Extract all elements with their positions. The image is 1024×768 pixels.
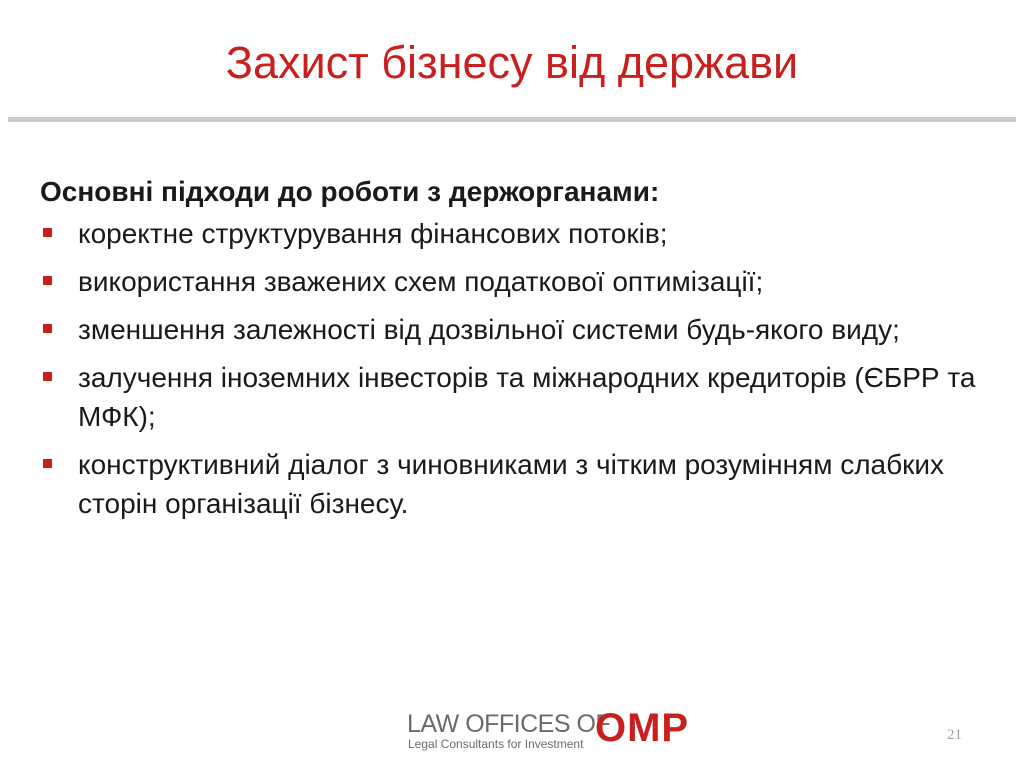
square-bullet-icon — [43, 228, 52, 237]
company-logo — [407, 706, 697, 754]
bullet-list — [40, 214, 1010, 523]
title-divider — [8, 117, 1016, 122]
page-number: 21 — [947, 727, 962, 743]
square-bullet-icon — [43, 372, 52, 381]
logo-tagline: Legal Consultants for Investment — [408, 737, 584, 751]
logo-main-text: LAW OFFICES OF — [407, 710, 611, 738]
bullet-item — [40, 445, 1010, 523]
square-bullet-icon — [43, 459, 52, 468]
bullet-text: зменшення залежності від дозвільної системи будь-якого виду; — [78, 314, 900, 345]
bullet-item — [40, 262, 1010, 301]
slide-title: Захист бізнесу від держави — [225, 37, 799, 88]
bullet-text: використання зважених схем податкової оптимізації; — [78, 266, 764, 297]
bullet-item — [40, 214, 1010, 253]
square-bullet-icon — [43, 324, 52, 333]
bullet-text: залучення іноземних інвесторів та міжнародних кредиторів (ЄБРР та МФК); — [78, 362, 976, 432]
slide-content — [40, 172, 1010, 532]
square-bullet-icon — [43, 276, 52, 285]
bullet-item — [40, 310, 1010, 349]
bullet-item — [40, 358, 1010, 436]
content-heading: Основні підходи до роботи з держорганами: — [40, 176, 660, 207]
bullet-text: коректне структурування фінансових потоків; — [78, 218, 668, 249]
logo-brand: OMP — [595, 706, 690, 750]
bullet-text: конструктивний діалог з чиновниками з чітким розумінням слабких сторін організації бізнесу. — [78, 449, 945, 519]
